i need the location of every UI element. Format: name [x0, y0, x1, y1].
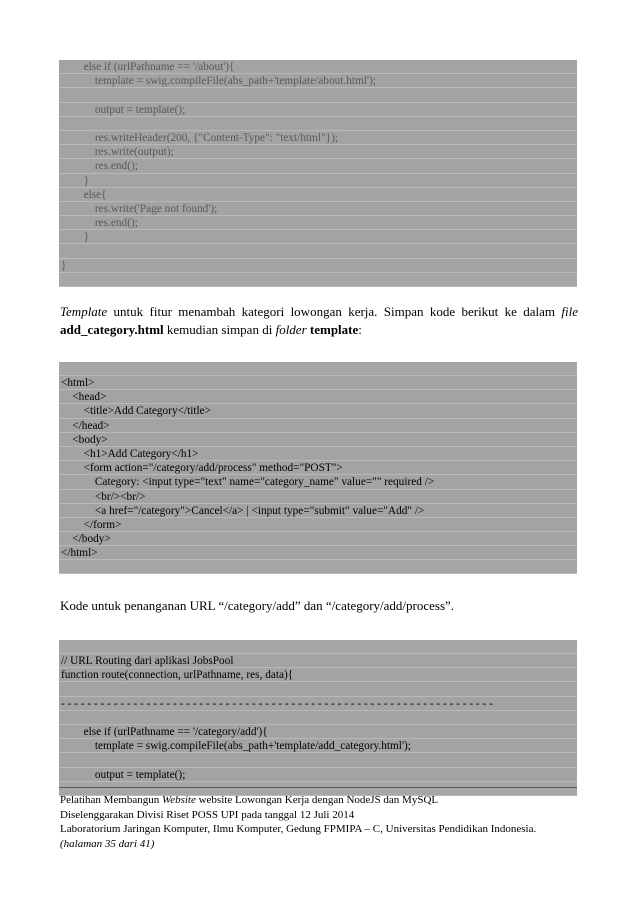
footer-line-1-italic: Website	[162, 794, 196, 806]
url-handling-paragraph: Kode untuk penanganan URL “/category/add” dan “/category/add/process”.	[60, 598, 455, 613]
term-folder: folder	[275, 322, 307, 337]
footer-line-1-b: website Lowongan Kerja dengan NodeJS dan MySQL	[195, 794, 439, 806]
code-block-url-routing	[59, 640, 577, 796]
code-spacer	[59, 560, 577, 574]
code-line: else{	[59, 188, 577, 202]
footer-line-3: Laboratorium Jaringan Komputer, Ilmu Komputer, Gedung FPMIPA – C, Universitas Pendidikan Indonesia.	[60, 823, 537, 835]
code-line	[59, 753, 577, 767]
instruction-paragraph	[60, 303, 578, 321]
instruction-line-1	[60, 303, 578, 321]
code-line: <form action="/category/add/process" method="POST">	[59, 461, 577, 475]
page-number-text: (halaman 35 dari 41)	[60, 837, 155, 850]
code-line	[59, 117, 577, 131]
code-line: <h1>Add Category</h1>	[59, 447, 577, 461]
code-line: }	[59, 174, 577, 188]
code-line: </body>	[59, 532, 577, 546]
footer-line-1-a: Pelatihan Membangun	[60, 794, 163, 806]
code-line: </html>	[59, 546, 577, 560]
code-line: <title>Add Category</title>	[59, 404, 577, 418]
footer-rule	[59, 787, 577, 788]
folder-template-name: template	[309, 322, 359, 337]
code-line: </form>	[59, 518, 577, 532]
page-footer	[60, 793, 536, 851]
code-line: <br/><br/>	[59, 490, 577, 504]
code-block-about-route	[59, 60, 577, 287]
code-line: function route(connection, urlPathname, res, data){	[59, 668, 577, 682]
instruction-text-c: :	[358, 322, 362, 337]
code-block-add-category-html	[59, 362, 577, 574]
code-line: }	[59, 259, 577, 273]
code-line: }	[59, 230, 577, 244]
code-line: output = template();	[59, 103, 577, 117]
code-line: res.end();	[59, 159, 577, 173]
footer-line-2: Diselenggarakan Divisi Riset POSS UPI pada tanggal 12 Juli 2014	[60, 808, 355, 821]
code-line: // URL Routing dari aplikasi JobsPool	[59, 654, 577, 668]
code-line: template = swig.compileFile(abs_path+'template/about.html');	[59, 74, 577, 88]
code-spacer	[59, 273, 577, 287]
code-line: else if (urlPathname == '/about'){	[59, 60, 577, 74]
term-template: Template	[60, 304, 108, 319]
code-line: Category: <input type="text" name="category_name" value="" required />	[59, 475, 577, 489]
code-line: output = template();	[59, 768, 577, 782]
instruction-text: untuk fitur menambah kategori lowongan kerja. Simpan kode berikut ke dalam	[107, 304, 562, 319]
instruction-text-a: kemudian simpan di	[163, 322, 276, 337]
code-line: <a href="/category">Cancel</a> | <input type="submit" value="Add" />	[59, 504, 577, 518]
filename-add-category: add_category.html	[60, 322, 164, 337]
code-line: <body>	[59, 433, 577, 447]
code-line: else if (urlPathname == '/category/add'){	[59, 725, 577, 739]
code-line: <html>	[59, 376, 577, 390]
instruction-paragraph-line-2	[60, 321, 578, 339]
code-line: template = swig.compileFile(abs_path+'template/add_category.html');	[59, 739, 577, 753]
code-line	[59, 244, 577, 258]
code-line: - - - - - - - - - - - - - - - - - - - - - - - - - - - - - - - - - - - - - - - - - - - - - - - - - - - - - - - - - - - - - - - - - -	[59, 697, 577, 711]
code-spacer	[59, 640, 577, 654]
code-spacer	[59, 362, 577, 376]
code-line: <head>	[59, 390, 577, 404]
code-line: res.write('Page not found');	[59, 202, 577, 216]
code-line	[59, 88, 577, 102]
code-line: res.writeHeader(200, {"Content-Type": "text/html"});	[59, 131, 577, 145]
term-file: file	[561, 304, 578, 319]
footer-page-number	[60, 837, 536, 852]
code-line: </head>	[59, 419, 577, 433]
code-line	[59, 711, 577, 725]
footer-line-1	[60, 793, 536, 808]
code-line: res.write(output);	[59, 145, 577, 159]
code-line	[59, 682, 577, 696]
code-line: res.end();	[59, 216, 577, 230]
